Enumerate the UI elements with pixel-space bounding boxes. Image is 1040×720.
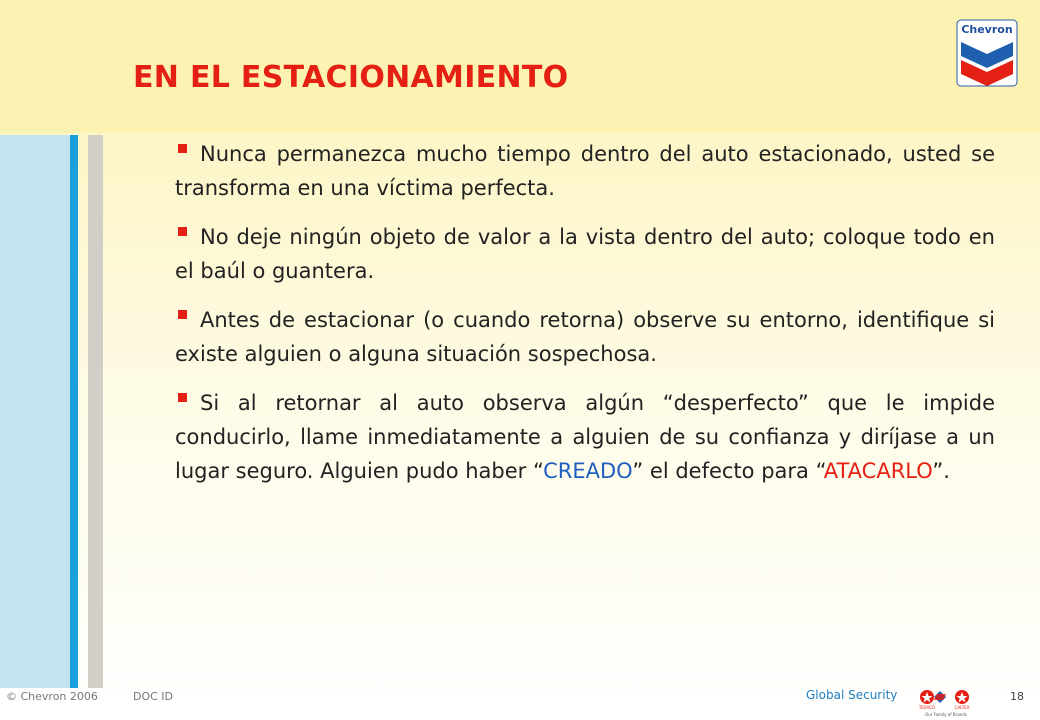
highlight-creado: CREADO bbox=[543, 459, 633, 483]
square-bullet-icon bbox=[178, 144, 187, 153]
bullet-text: No deje ningún objeto de valor a la vista dentro del auto; coloque todo en el baúl o guantera. bbox=[175, 225, 995, 283]
bullet-item bbox=[175, 220, 995, 288]
chevron-logo-icon bbox=[955, 18, 1019, 88]
bullet-item bbox=[175, 386, 995, 488]
brand-texaco: TEXACO bbox=[918, 705, 936, 710]
bullet-item bbox=[175, 303, 995, 371]
highlight-atacarlo: ATACARLO bbox=[823, 459, 933, 483]
page-number: 18 bbox=[1010, 690, 1024, 703]
copyright-text: © Chevron 2006 bbox=[6, 690, 98, 703]
square-bullet-icon bbox=[178, 310, 187, 319]
bullet-text: Nunca permanezca mucho tiempo dentro del auto estacionado, usted se transforma en una víctima perfecta. bbox=[175, 142, 995, 200]
left-decorative-band bbox=[0, 135, 70, 688]
bullet-text: ” el defecto para “ bbox=[632, 459, 824, 483]
global-security-label: Global Security bbox=[806, 688, 898, 702]
family-of-brands-icon bbox=[918, 688, 974, 718]
brands-tagline: Our Family of Brands bbox=[925, 712, 967, 717]
bullet-text: Antes de estacionar (o cuando retorna) observe su entorno, identifique si existe alguien o alguna situación sospechosa. bbox=[175, 308, 995, 366]
bullet-list bbox=[175, 137, 995, 503]
brand-caltex: CALTEX bbox=[954, 705, 970, 710]
slide-title: EN EL ESTACIONAMIENTO bbox=[133, 60, 569, 95]
doc-id: DOC ID bbox=[133, 690, 174, 703]
bullet-text: Si al retornar al auto observa algún “desperfecto” que le impide conducirlo, llame inmediatamente a alguien de su confianza y diríjase a un lugar seguro. Alguien pudo haber “ bbox=[175, 391, 995, 483]
blue-accent-bar bbox=[70, 135, 78, 688]
square-bullet-icon bbox=[178, 393, 187, 402]
gray-accent-bar bbox=[88, 135, 103, 688]
square-bullet-icon bbox=[178, 227, 187, 236]
bullet-item bbox=[175, 137, 995, 205]
logo-text: Chevron bbox=[961, 23, 1013, 36]
bullet-text: ”. bbox=[932, 459, 950, 483]
